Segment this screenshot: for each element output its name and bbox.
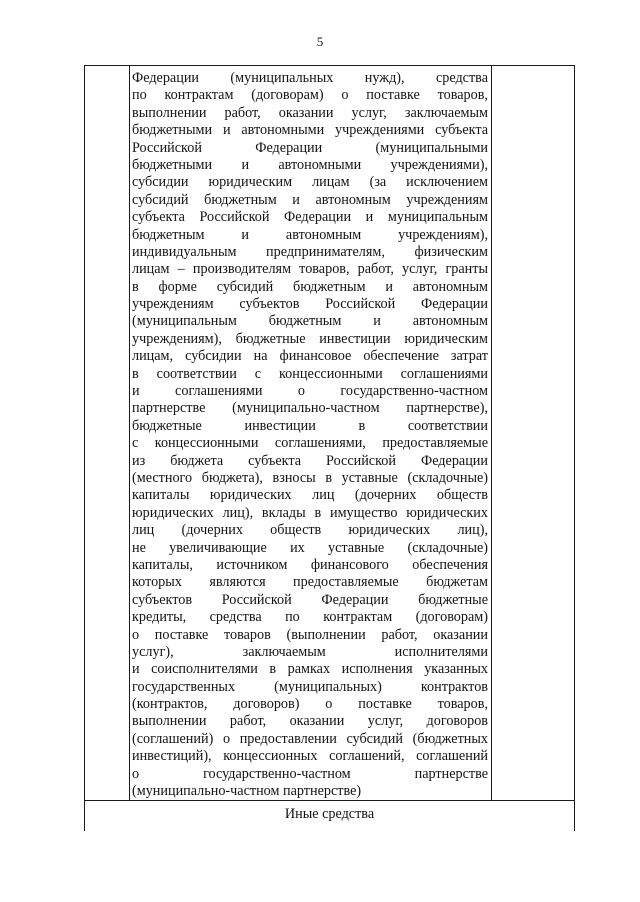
text-line: и соглашениями о государственно-частном bbox=[132, 383, 488, 400]
text-line: субъекта Российской Федерации и муниципальным bbox=[132, 209, 488, 226]
text-line: (контрактов, договоров) о поставке товаров, bbox=[132, 696, 488, 713]
text-line: учреждениям), бюджетные инвестиции юридическим bbox=[132, 330, 488, 347]
table-content-cell bbox=[132, 70, 488, 800]
text-line: лиц (дочерних обществ юридических лиц), bbox=[132, 522, 488, 539]
text-line: бюджетные инвестиции в соответствии bbox=[132, 417, 488, 434]
text-line: в форме субсидий бюджетным и автономным bbox=[132, 278, 488, 295]
text-line: из бюджета субъекта Российской Федерации bbox=[132, 452, 488, 469]
table-left-column bbox=[85, 66, 130, 800]
text-line: учреждениям субъектов Российской Федерации bbox=[132, 296, 488, 313]
text-line: бюджетным и автономным учреждениям), bbox=[132, 226, 488, 243]
table-right-column bbox=[491, 66, 575, 800]
text-line: Федерации (муниципальных нужд), средства bbox=[132, 70, 488, 86]
text-line: кредиты, средства по контрактам (договорам) bbox=[132, 609, 488, 626]
text-line: с концессионными соглашениями, предоставляемые bbox=[132, 435, 488, 452]
text-line: субъектов Российской Федерации бюджетные bbox=[132, 591, 488, 608]
page-number: 5 bbox=[316, 34, 324, 49]
text-line: бюджетными и автономными учреждениями), bbox=[132, 156, 488, 173]
text-line: государственных (муниципальных) контрактов bbox=[132, 678, 488, 695]
text-line: субсидий бюджетным и автономным учреждениям bbox=[132, 191, 488, 208]
text-line: в соответствии с концессионными соглашениями bbox=[132, 365, 488, 382]
text-line: индивидуальным предпринимателям, физическим bbox=[132, 243, 488, 260]
text-line: юридических лиц), вклады в имущество юридических bbox=[132, 504, 488, 521]
text-line: лицам, субсидии на финансовое обеспечение затрат bbox=[132, 348, 488, 365]
text-line: не увеличивающие их уставные (складочные) bbox=[132, 539, 488, 556]
table-footer-label: Иные средства bbox=[284, 806, 375, 822]
text-line: о поставке товаров (выполнении работ, оказании bbox=[132, 626, 488, 643]
text-line: (соглашений) о предоставлении субсидий (бюджетных bbox=[132, 730, 488, 747]
text-line: и соисполнителями в рамках исполнения указанных bbox=[132, 661, 488, 678]
document-table bbox=[84, 65, 575, 831]
text-line: которых являются предоставляемые бюджетам bbox=[132, 574, 488, 591]
text-line: капиталы, источником финансового обеспечения bbox=[132, 556, 488, 573]
text-line: бюджетными и автономными учреждениями субъекта bbox=[132, 122, 488, 139]
table-row-divider bbox=[85, 800, 574, 801]
text-line: субсидии юридическим лицам (за исключением bbox=[132, 174, 488, 191]
text-line: инвестиций), концессионных соглашений, соглашений bbox=[132, 748, 488, 765]
text-line: (муниципальным бюджетным и автономным bbox=[132, 313, 488, 330]
text-line: (местного бюджета), взносы в уставные (складочные) bbox=[132, 469, 488, 486]
text-line: лицам – производителям товаров, работ, услуг, гранты bbox=[132, 261, 488, 278]
text-line: по контрактам (договорам) о поставке товаров, bbox=[132, 87, 488, 104]
text-line: о государственно-частном партнерстве bbox=[132, 765, 488, 782]
text-line: (муниципально-частном партнерстве) bbox=[132, 783, 362, 800]
text-line: капиталы юридических лиц (дочерних обществ bbox=[132, 487, 488, 504]
text-line: выполнении работ, оказании услуг, заключаемым bbox=[132, 104, 488, 121]
text-line: выполнении работ, оказании услуг, договоров bbox=[132, 713, 488, 730]
text-line: услуг), заключаемым исполнителями bbox=[132, 643, 488, 660]
text-line: Российской Федерации (муниципальными bbox=[132, 139, 488, 156]
text-line: партнерстве (муниципально-частном партнерстве), bbox=[132, 400, 488, 417]
